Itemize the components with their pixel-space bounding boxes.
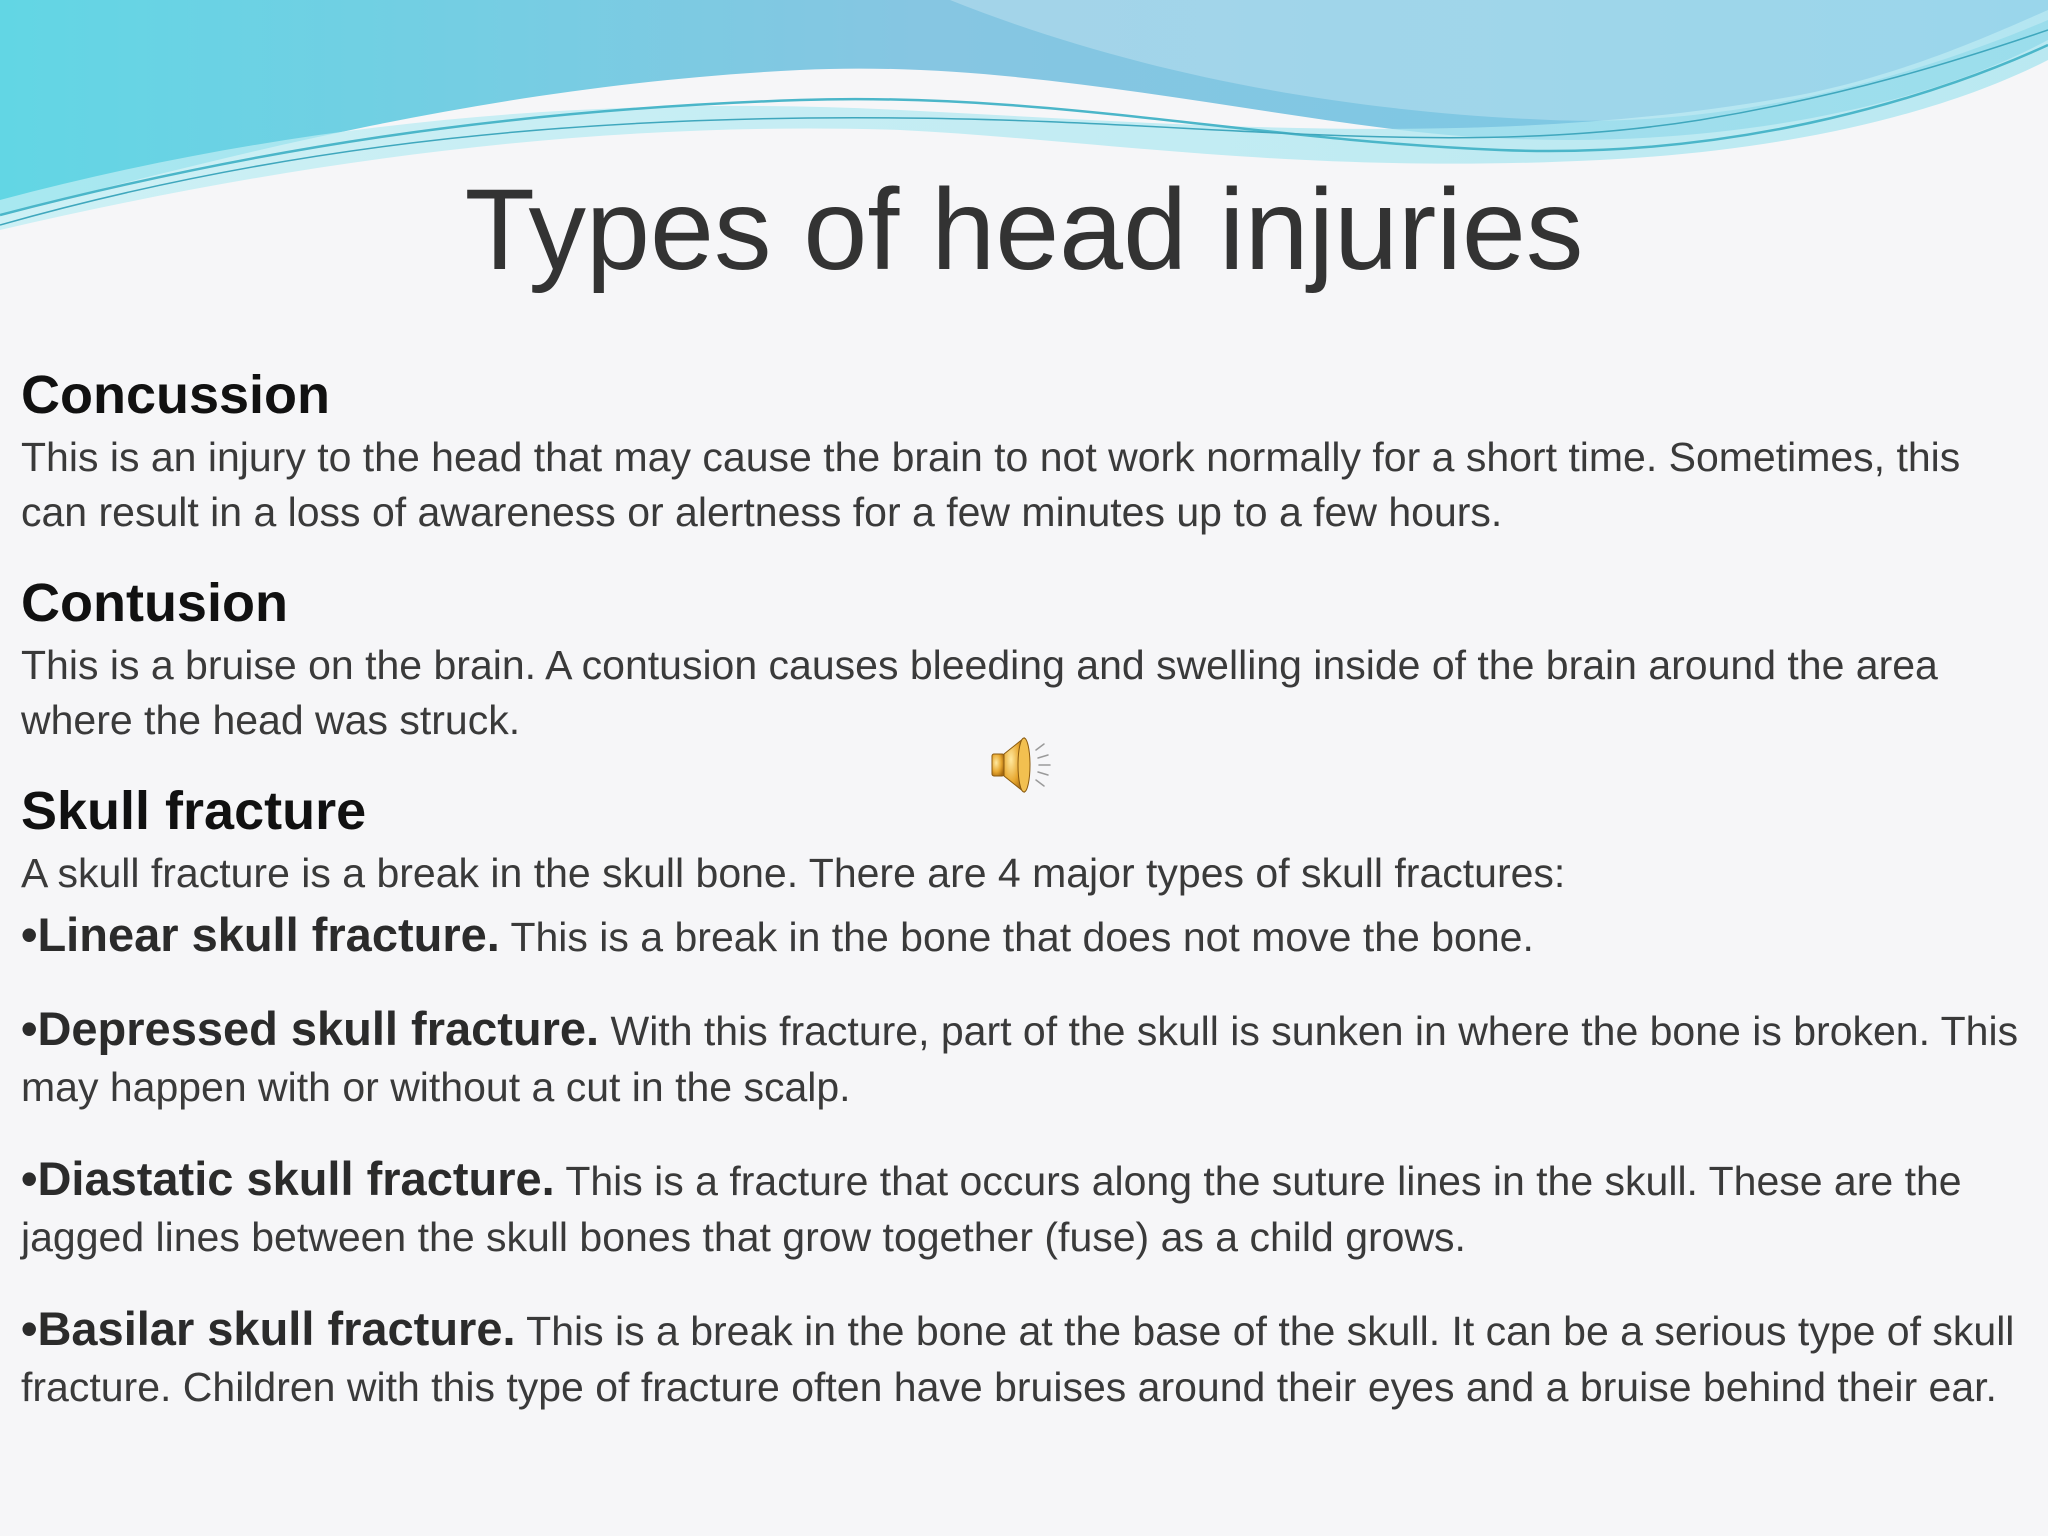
section-heading: Concussion: [21, 365, 331, 425]
bullet-marker: •: [21, 908, 38, 961]
speaker-icon[interactable]: [988, 730, 1058, 800]
bullet-item-diastatic: [21, 1151, 2031, 1265]
bullet-marker: •: [21, 1302, 38, 1355]
section-heading: Skull fracture: [21, 781, 367, 841]
bullet-item-depressed: [21, 1001, 2031, 1115]
section-contusion: [21, 568, 2031, 748]
section-concussion: [21, 360, 2031, 540]
section-heading: Contusion: [21, 573, 288, 633]
section-text: This is a bruise on the brain. A contusion causes bleeding and swelling inside of the brain around the area where the head was struck.: [21, 642, 1938, 743]
bullet-text: This is a break in the bone at the base of the skull. It can be a serious type of skull fracture. Children with this type of fracture often have bruises around their eyes and a bruise behind their ear.: [21, 1308, 2015, 1410]
bullet-term: Basilar skull fracture.: [37, 1302, 516, 1355]
bullet-term: Diastatic skull fracture.: [37, 1152, 555, 1205]
bullet-marker: •: [21, 1152, 38, 1205]
bullet-text: This is a break in the bone that does not move the bone.: [499, 914, 1534, 960]
slide-title: Types of head injuries: [464, 166, 1584, 294]
bullet-item-linear: [21, 907, 2031, 965]
section-text: This is an injury to the head that may cause the brain to not work normally for a short time. Sometimes, this can result in a loss of awareness or alertness for a few minutes up to a few hours.: [21, 434, 1961, 535]
bullet-marker: •: [21, 1002, 38, 1055]
slide-content: [21, 360, 2031, 1415]
bullet-item-basilar: [21, 1301, 2031, 1415]
bullet-term: Linear skull fracture.: [37, 908, 500, 961]
section-text: A skull fracture is a break in the skull bone. There are 4 major types of skull fractures:: [21, 850, 1566, 896]
bullet-text: This is a fracture that occurs along the suture lines in the skull. These are the jagged lines between the skull bones that grow together (fuse) as a child grows.: [21, 1158, 1962, 1260]
bullet-text: With this fracture, part of the skull is sunken in where the bone is broken. This may happen with or without a cut in the scalp.: [21, 1008, 2019, 1110]
bullet-term: Depressed skull fracture.: [37, 1002, 600, 1055]
